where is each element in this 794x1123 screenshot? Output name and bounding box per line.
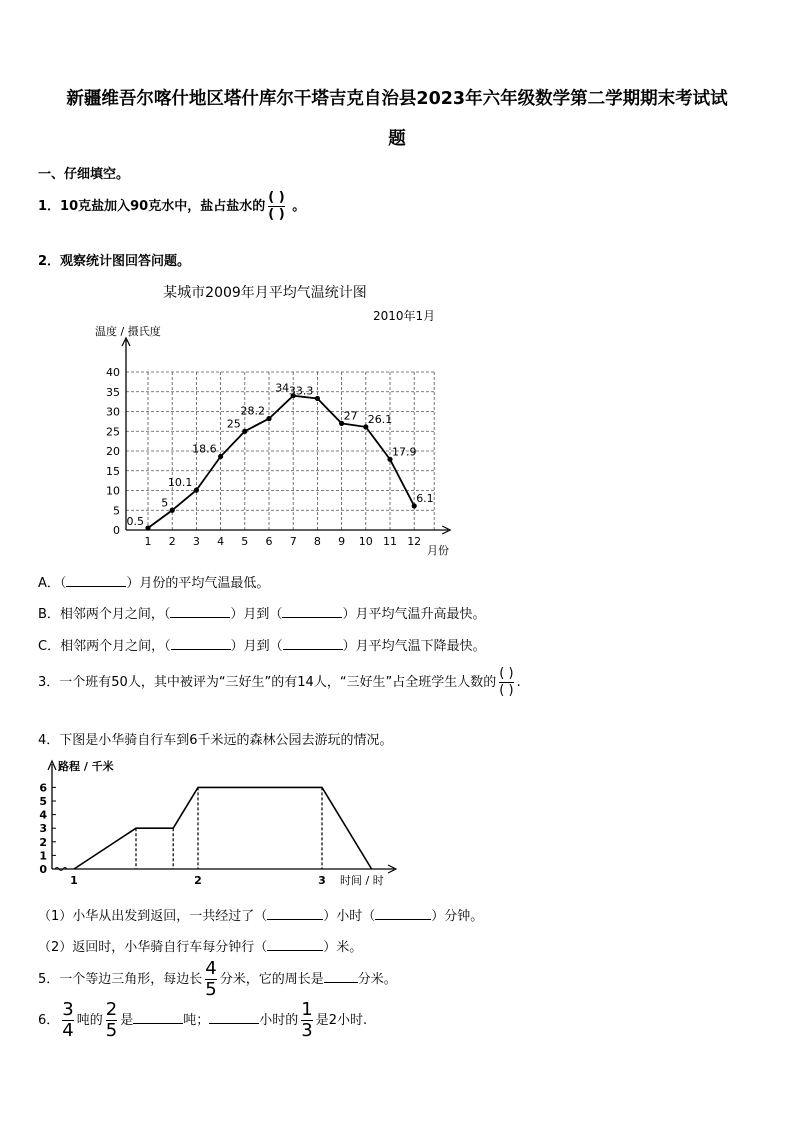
fraction-numerator: 3 (62, 999, 74, 1020)
answer-blank[interactable] (171, 637, 231, 650)
x-tick-label: 7 (289, 535, 297, 548)
x-tick-label: 5 (241, 535, 249, 548)
y-tick-label: 5 (113, 504, 120, 518)
question-5-text-1: 5．一个等边三角形，每边长 (38, 972, 203, 987)
q2c-text-3: ）月平均气温下降最快。 (342, 639, 486, 654)
side-length-fraction (205, 959, 216, 1000)
y-tick-label: 25 (106, 425, 120, 439)
page-title: 新疆维吾尔喀什地区塔什库尔干塔吉克自治县2023年六年级数学第二学期期末考试试 (66, 89, 728, 109)
x-tick-label: 11 (383, 535, 397, 548)
x-tick-label: 4 (217, 535, 225, 548)
question-6-text-6: 是2小时. (315, 1013, 368, 1028)
x-tick-label: 9 (338, 535, 346, 548)
data-label: 28.2 (240, 404, 265, 418)
fraction-denominator: 4 (62, 1020, 74, 1041)
data-label: 0.5 (126, 515, 144, 529)
question-3 (38, 666, 521, 699)
y-tick-label: 10 (106, 484, 120, 498)
y-tick-label: 40 (106, 366, 120, 379)
data-label: 10.1 (167, 476, 193, 490)
y-tick-label: 30 (106, 405, 120, 419)
question-3-text: 3．一个班有50人，其中被评为“三好生”的有14人，“三好生”占全班学生人数的 (38, 675, 497, 690)
q2a-text-start: A．（ (38, 576, 67, 591)
x-tick-label: 1 (70, 874, 78, 887)
answer-blank[interactable] (133, 1011, 183, 1024)
answer-blank[interactable] (324, 970, 358, 983)
q4-1-text-1: （1）小华从出发到返回，一共经过了（ (38, 909, 268, 924)
x-tick-label: 3 (192, 535, 200, 548)
answer-blank[interactable] (375, 907, 431, 920)
data-point (145, 525, 150, 530)
x-axis-label: 月份 (427, 544, 449, 557)
q4-1-text-3: ）分钟。 (431, 909, 484, 924)
question-1-text: 1．10克盐加入90克水中，盐占盐水的 (38, 199, 266, 214)
fraction-one-third (301, 1000, 312, 1041)
question-6-text-4: 吨； (183, 1013, 210, 1028)
q4-1-text-2: ）小时（ (323, 909, 376, 924)
question-1 (38, 190, 305, 223)
fraction-three-quarters (62, 1000, 73, 1041)
answer-blank[interactable] (282, 605, 342, 618)
question-6-number: 6． (38, 1013, 60, 1028)
y-axis-label: 温度 / 摄氏度 (95, 325, 161, 338)
x-tick-label: 12 (407, 535, 422, 548)
fraction-denominator: ( ) (268, 207, 285, 222)
y-tick-label: 3 (39, 822, 47, 836)
data-point (315, 396, 320, 401)
answer-fraction (499, 666, 513, 699)
data-label: 26.1 (367, 412, 393, 426)
data-point (266, 416, 271, 421)
section-heading: 一、仔细填空。 (38, 167, 130, 182)
answer-blank[interactable] (283, 637, 343, 650)
x-tick-label: 8 (313, 535, 321, 548)
fraction-numerator: ( ) (268, 190, 285, 205)
data-point (242, 429, 247, 434)
data-label: 5 (161, 496, 169, 510)
x-axis-label: 时间 / 时 (340, 874, 384, 887)
answer-fraction (268, 190, 284, 223)
question-5-text-2: 分米，它的周长是 (219, 972, 324, 987)
y-tick-label: 35 (106, 385, 120, 399)
page-title-continued: 题 (388, 129, 406, 149)
answer-blank[interactable] (267, 938, 323, 951)
answer-blank[interactable] (209, 1011, 259, 1024)
y-tick-label: 20 (106, 445, 120, 458)
answer-blank[interactable] (267, 907, 323, 920)
fraction-denominator: 5 (105, 1020, 118, 1041)
q2c-text-1: C．相邻两个月之间，（ (38, 639, 171, 654)
question-5 (38, 959, 397, 1000)
q4-2-text-2: ）米。 (323, 940, 363, 955)
data-label: 33.3 (288, 384, 314, 398)
data-label: 27 (343, 409, 358, 423)
y-tick-label: 5 (39, 795, 47, 808)
question-6-text-2: 吨的 (76, 1013, 103, 1028)
x-tick-label: 3 (318, 874, 326, 887)
y-axis-label: 路程 / 千米 (58, 760, 114, 773)
answer-blank[interactable] (170, 605, 230, 618)
q2c-text-2: ）月到（ (230, 639, 283, 654)
x-tick-label: 2 (194, 874, 202, 887)
y-tick-label: 2 (39, 835, 47, 849)
y-tick-label: 6 (39, 781, 47, 795)
data-point (194, 488, 199, 493)
chart-date: 2010年1月 (373, 309, 436, 323)
fraction-numerator: 4 (205, 958, 217, 979)
fraction-denominator: 3 (301, 1020, 313, 1041)
x-tick-label: 10 (358, 535, 373, 548)
x-tick-label: 1 (144, 535, 152, 548)
question-4: 4．下图是小华骑自行车到6千米远的森林公园去游玩的情况。 (38, 733, 393, 748)
data-point (218, 454, 223, 459)
data-label: 34 (275, 381, 290, 395)
x-tick-label: 2 (168, 535, 176, 548)
temperature-line-chart (80, 276, 480, 561)
question-6-text-3: 是 (120, 1013, 134, 1028)
answer-blank[interactable] (66, 574, 126, 587)
fraction-numerator: 1 (301, 999, 313, 1020)
chart-title: 某城市2009年月平均气温统计图 (163, 285, 367, 301)
fraction-denominator: ( ) (499, 683, 514, 698)
question-4-2 (38, 936, 362, 955)
fraction-two-fifths (106, 1000, 117, 1041)
fraction-numerator: 2 (105, 999, 118, 1020)
y-tick-label: 15 (106, 464, 120, 478)
y-tick-label: 1 (39, 849, 47, 863)
data-point (170, 508, 175, 513)
data-label: 6.1 (416, 491, 434, 505)
question-2a (38, 572, 269, 591)
q2b-text-2: ）月到（ (230, 607, 283, 622)
q4-2-text-1: （2）返回时，小华骑自行车每分钟行（ (38, 940, 268, 955)
y-tick-label: 4 (39, 808, 47, 822)
x-tick-label: 6 (265, 535, 273, 548)
y-tick-label: 0 (113, 524, 120, 537)
distance-time-chart (18, 752, 408, 892)
fraction-numerator: ( ) (499, 666, 514, 681)
question-5-text-3: 分米。 (357, 972, 397, 987)
question-2c (38, 635, 486, 654)
data-label: 18.6 (192, 442, 217, 456)
q2a-text-end: ）月份的平均气温最低。 (126, 576, 270, 591)
q2b-text-3: ）月平均气温升高最快。 (342, 607, 486, 622)
data-label: 25 (226, 417, 241, 431)
question-2: 2．观察统计图回答问题。 (38, 254, 191, 269)
y-tick-label: 0 (39, 863, 47, 876)
question-6 (38, 1000, 367, 1041)
question-1-end: 。 (292, 199, 306, 214)
question-2b (38, 603, 485, 622)
question-6-text-5: 小时的 (259, 1013, 299, 1028)
question-4-1 (38, 905, 483, 924)
question-3-end: . (516, 675, 521, 690)
fraction-denominator: 5 (205, 979, 217, 1000)
distance-series-line (74, 787, 372, 869)
data-label: 17.9 (392, 445, 417, 459)
q2b-text-1: B．相邻两个月之间，（ (38, 607, 171, 622)
